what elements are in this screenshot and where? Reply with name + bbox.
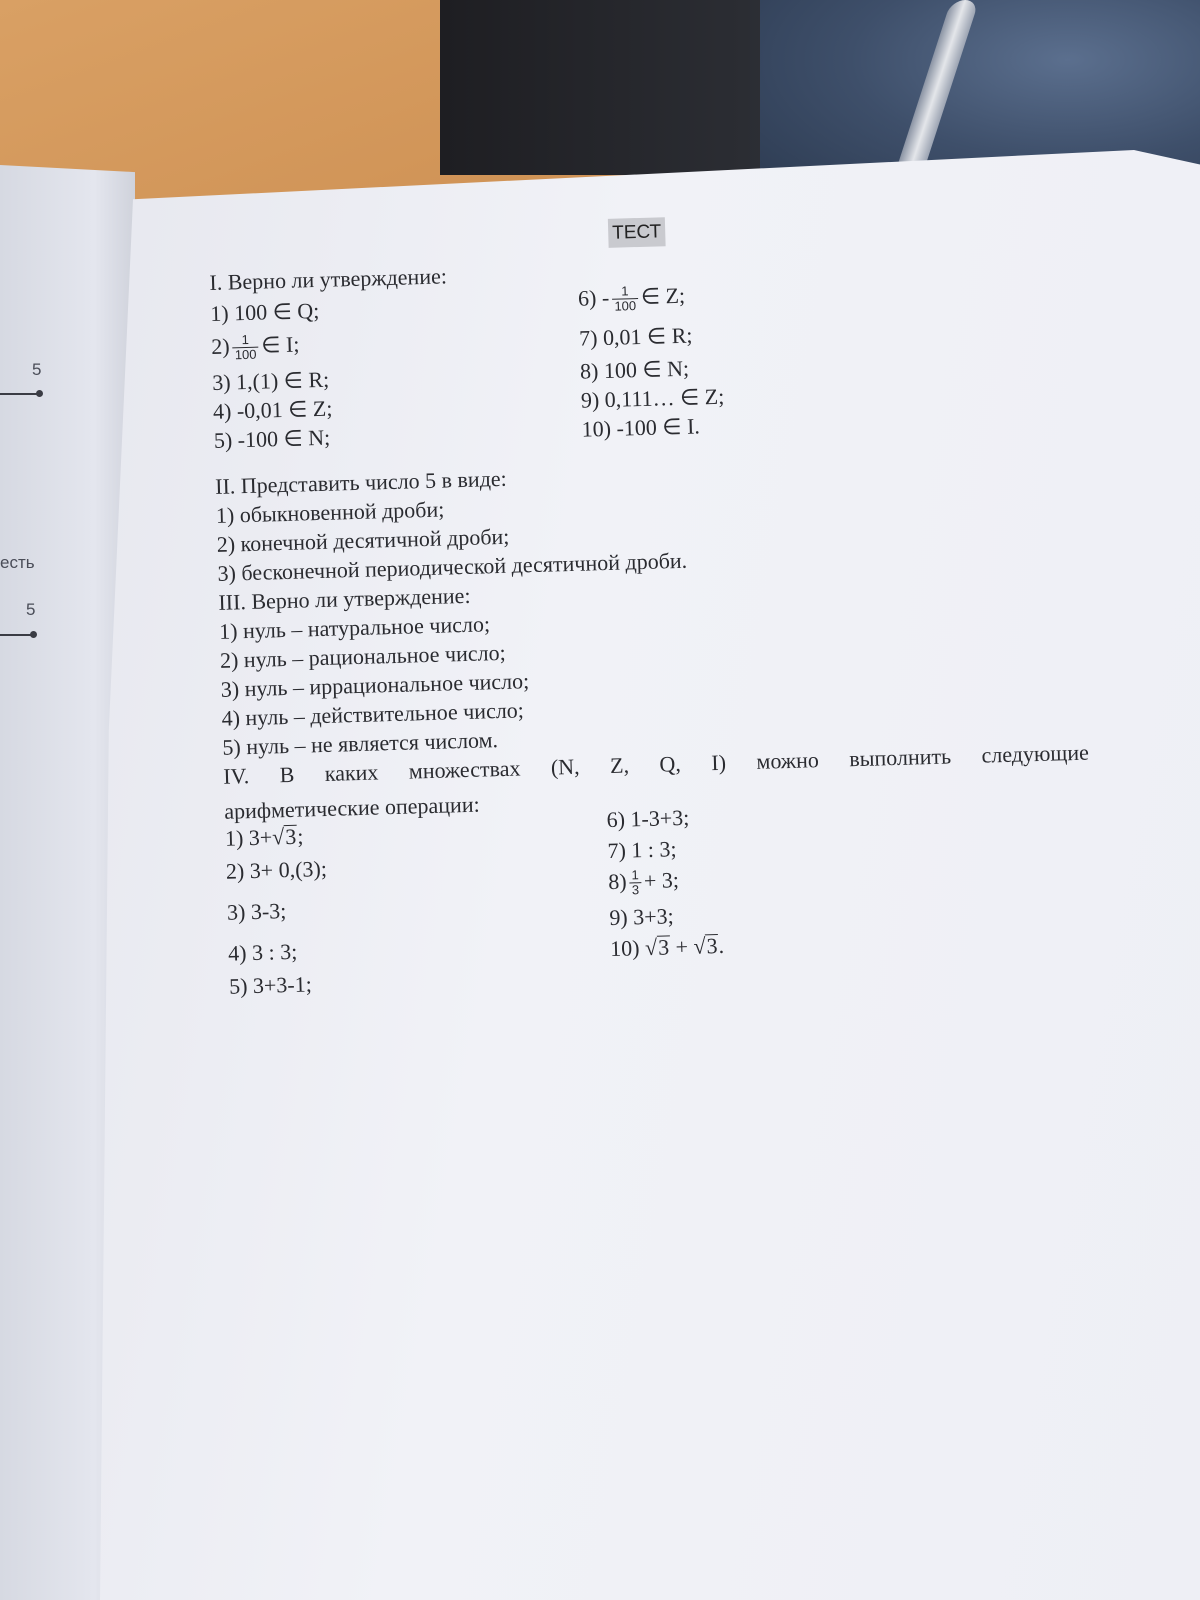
section1-item-1: 1) 100 ∈ Q; [209, 297, 320, 326]
section2-3-column [215, 448, 1091, 826]
section2-item-1: 1) обыкновенной дроби; [215, 496, 445, 528]
fraction-denominator: 100 [234, 347, 257, 363]
section4-item-1 [225, 821, 327, 853]
section3-item-5: 5) нуль – не является числом. [222, 727, 499, 760]
section4-heading-word: множествах [408, 755, 521, 784]
sqrt-radicand: 3 [657, 934, 670, 960]
section3-heading: III. Верно ли утверждение: [218, 582, 471, 615]
section1-item-8: 8) 100 ∈ N; [579, 355, 690, 384]
fraction-numerator: 1 [612, 284, 638, 300]
section4-item-8 [608, 864, 723, 903]
section1-item-6-prefix: 6) - [577, 284, 610, 311]
left-page-line-bottom [0, 634, 32, 636]
section4-left-column [225, 821, 331, 1001]
fraction-1-3 [629, 869, 641, 898]
section3-item-3: 3) нуль – иррациональное число; [220, 668, 530, 702]
section4-right-column [606, 802, 724, 963]
left-page-mark-5-top: 5 [32, 360, 42, 379]
section1-item-6-suffix: ∈ Z; [640, 282, 686, 309]
section4-heading-continuation: арифметические операции: [223, 791, 480, 824]
section1-item-2-prefix: 2) [210, 333, 230, 359]
sqrt-sign-icon: √ [693, 933, 706, 959]
section4-heading-word: выполнить [848, 743, 952, 772]
section4-item-5: 5) 3+3-1; [228, 971, 313, 999]
section4-heading-word: I) [710, 749, 727, 776]
left-page-mark-5-bottom: 5 [26, 600, 36, 619]
plus-sign: + [675, 933, 689, 960]
section3-item-4: 4) нуль – действительное число; [221, 697, 525, 731]
section3-item-2: 2) нуль – рациональное число; [219, 639, 506, 673]
left-page-line-top [0, 393, 38, 395]
section4-item-4: 4) 3 : 3; [227, 938, 298, 966]
section4-heading-word: можно [756, 747, 820, 774]
section1-item-7: 7) 0,01 ∈ R; [578, 322, 693, 351]
sqrt-radicand: 3 [284, 823, 297, 850]
section4-heading-word: следующие [981, 739, 1090, 768]
section1-item-9: 9) 0,111… ∈ Z; [580, 383, 725, 413]
section4-item-9: 9) 3+3; [609, 903, 675, 931]
section1-left-column [209, 261, 452, 455]
fraction-denominator: 100 [614, 298, 637, 315]
fraction-numerator: 1 [232, 333, 258, 349]
sqrt-sign-icon: √ [271, 824, 285, 850]
section4-heading-word: Q, [659, 751, 682, 777]
section1-item-10: 10) -100 ∈ I. [581, 413, 701, 442]
section2-item-2: 2) конечной десятичной дроби; [216, 523, 510, 557]
fraction-denominator: 3 [631, 882, 640, 898]
section4-item-10 [610, 931, 725, 963]
section2-heading: II. Представить число 5 в виде: [214, 465, 508, 499]
section4-item-3: 3) 3-3; [226, 898, 287, 925]
left-page-dot-top [36, 390, 43, 397]
section4-heading-word: В [279, 761, 295, 788]
fraction-1-100 [232, 333, 259, 363]
section4-heading-word: IV. [222, 763, 250, 789]
fraction-1-100-neg [612, 284, 639, 314]
section1-right-column [578, 280, 726, 444]
section4-item-6: 6) 1-3+3; [606, 804, 690, 833]
section3-item-1: 1) нуль – натуральное число; [218, 611, 491, 644]
section4-item-2: 2) 3+ 0,(3); [225, 855, 328, 884]
sqrt-sign-icon: √ [644, 934, 658, 961]
section4-item-8-prefix: 8) [608, 868, 628, 895]
fraction-numerator: 1 [629, 869, 641, 884]
section1-item-6 [578, 280, 722, 320]
section4-item-8-suffix: + 3; [643, 867, 680, 894]
section1-heading: I. Верно ли утверждение: [209, 263, 448, 295]
sqrt-radicand: 3 [706, 933, 718, 959]
page-title: ТЕСТ [608, 217, 666, 248]
section4-heading-word: каких [324, 759, 379, 786]
section4-heading-word: (N, [550, 753, 580, 780]
section4-item-7: 7) 1 : 3; [607, 836, 677, 864]
section1-item-2-suffix: ∈ I; [260, 331, 300, 358]
left-page-dot-bottom [30, 631, 37, 638]
left-page-mark-word: есть [0, 553, 35, 572]
section4-item-1-prefix: 1) 3+ [224, 824, 273, 851]
section1-item-5: 5) -100 ∈ N; [213, 424, 331, 453]
section4-heading-word: Z, [609, 752, 630, 778]
section4-item-1-suffix: ; [296, 823, 304, 849]
section4-item-10-prefix: 10) [609, 935, 640, 962]
section4-item-10-suffix: . [718, 932, 725, 959]
section1-item-3: 3) 1,(1) ∈ R; [211, 366, 330, 395]
section1-item-4: 4) -0,01 ∈ Z; [212, 395, 333, 424]
section2-item-3: 3) бесконечной периодической десятичной дроби. [217, 547, 688, 586]
